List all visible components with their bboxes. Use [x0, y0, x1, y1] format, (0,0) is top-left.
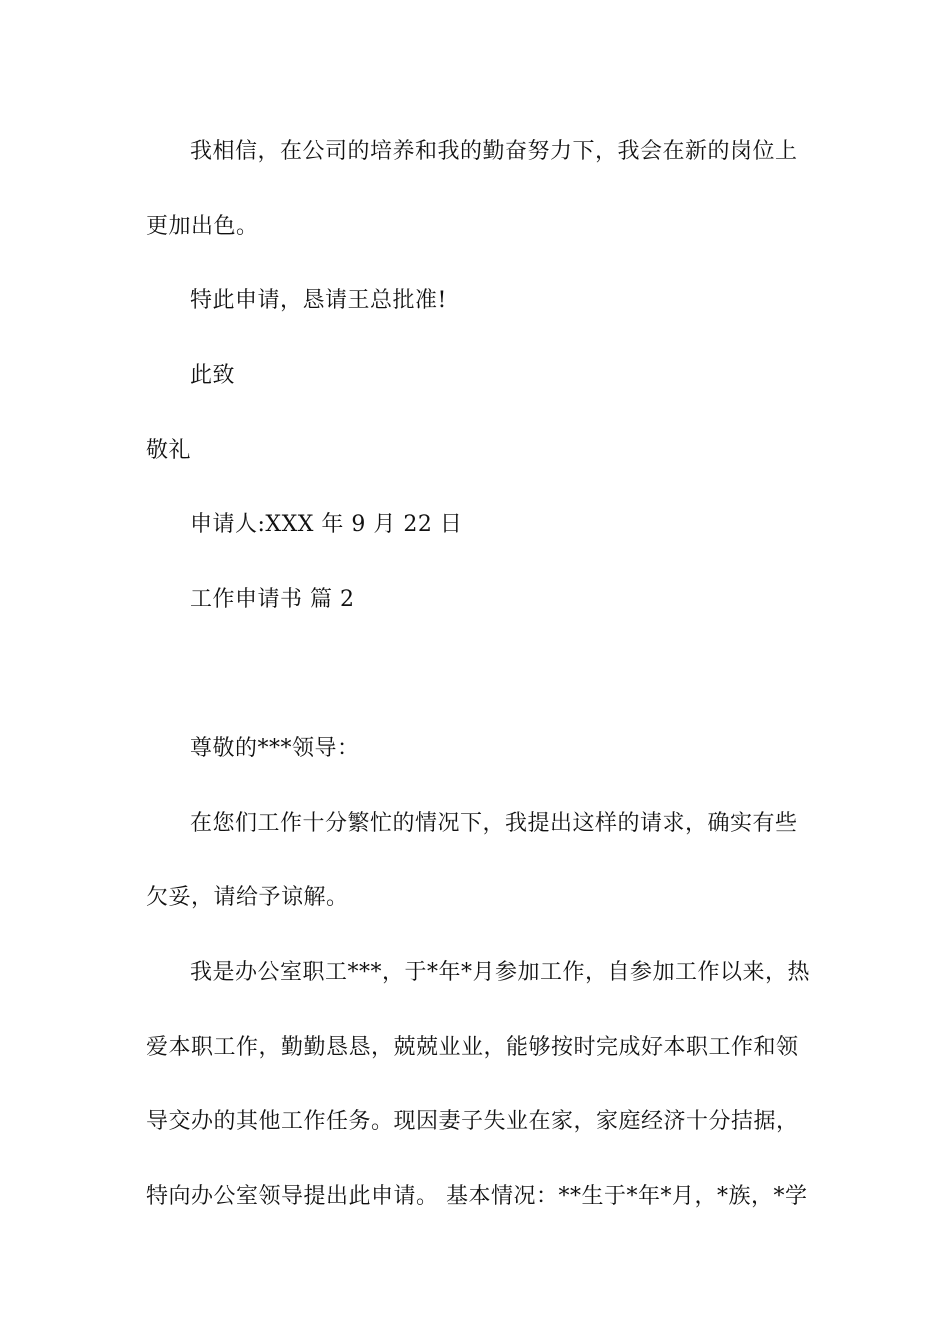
signature-line: 申请人:XXX 年 9 月 22 日: [190, 512, 463, 537]
paragraph-line: 爱本职工作，勤勤恳恳，兢兢业业，能够按时完成好本职工作和领: [146, 1035, 799, 1060]
paragraph-line: 我是办公室职工***，于*年*月参加工作，自参加工作以来，热: [190, 960, 811, 985]
closing-line: 敬礼: [146, 438, 192, 463]
paragraph-line: 特此申请，恳请王总批准!: [190, 288, 447, 313]
paragraph-line: 欠妥，请给予谅解。: [146, 885, 349, 910]
paragraph-line: 更加出色。: [146, 214, 259, 239]
salutation-line: 尊敬的***领导：: [190, 736, 360, 761]
paragraph-line: 特向办公室领导提出此申请。 基本情况：**生于*年*月，*族，*学: [146, 1184, 808, 1209]
paragraph-line: 我相信，在公司的培养和我的勤奋努力下，我会在新的岗位上: [190, 139, 798, 164]
closing-line: 此致: [190, 363, 236, 388]
section-title: 工作申请书 篇 2: [190, 587, 355, 612]
paragraph-line: 在您们工作十分繁忙的情况下，我提出这样的请求，确实有些: [190, 811, 798, 836]
paragraph-line: 导交办的其他工作任务。现因妻子失业在家，家庭经济十分拮据，: [146, 1109, 799, 1134]
